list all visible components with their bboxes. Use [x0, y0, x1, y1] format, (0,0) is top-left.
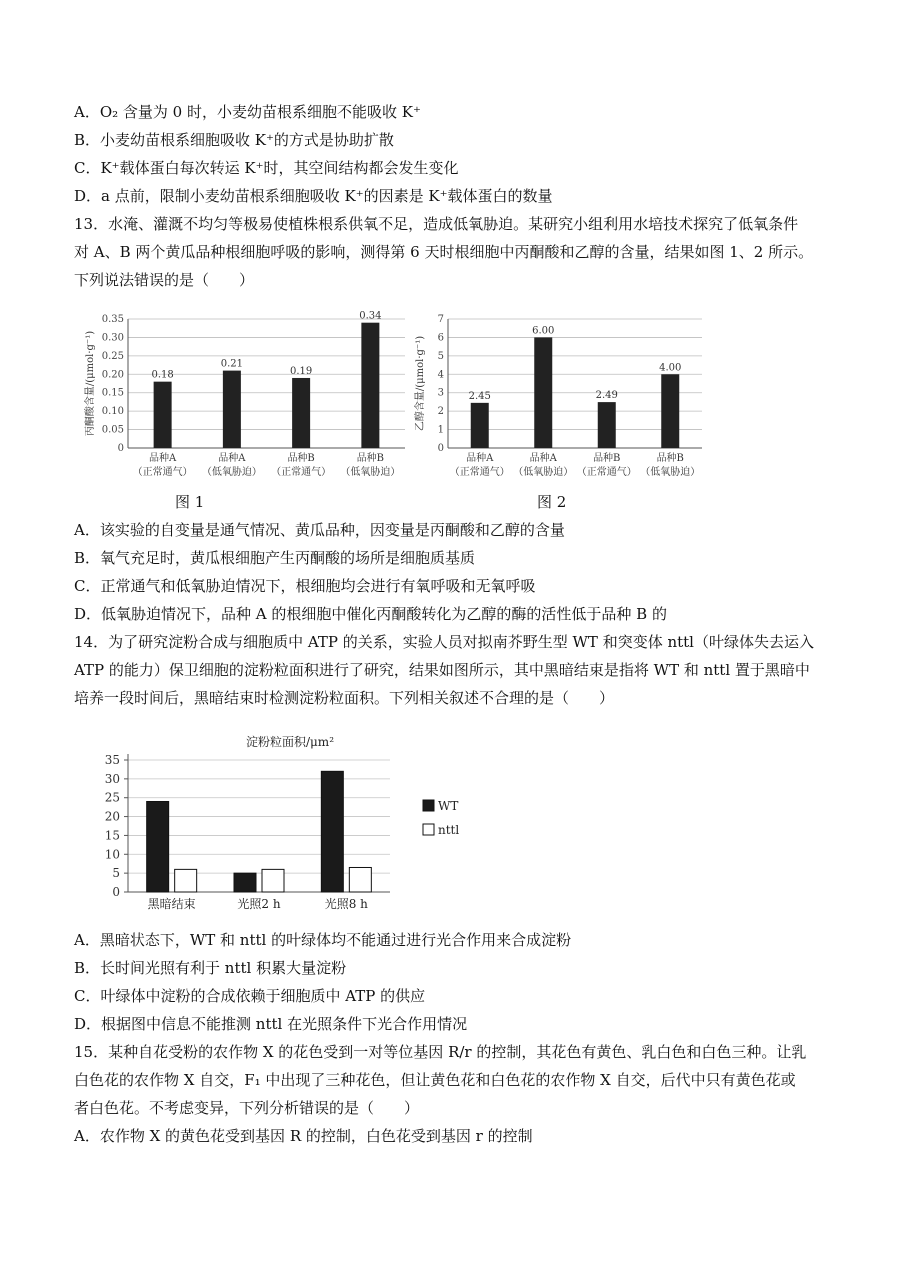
y-tick-label: 0.35 — [101, 314, 124, 325]
y-tick-label: 25 — [104, 790, 120, 805]
data-label: 6.00 — [532, 325, 555, 337]
bar-nttl — [175, 869, 197, 892]
starch-granule-area-chart — [90, 728, 490, 918]
q12-option-c: C．K⁺载体蛋白每次转运 K⁺时，其空间结构都会发生变化 — [74, 159, 459, 177]
figure2-caption: 图 2 — [537, 493, 567, 511]
bar — [534, 337, 552, 448]
x-tick-sublabel: （正常通气） — [576, 467, 637, 478]
y-tick-label: 0 — [112, 885, 120, 899]
y-tick-label: 10 — [104, 847, 120, 862]
x-tick-label: 品种A — [529, 453, 557, 464]
figure1-pyruvate-chart — [80, 305, 410, 480]
q13-option-c: C．正常通气和低氧胁迫情况下，根细胞均会进行有氧呼吸和无氧呼吸 — [74, 577, 536, 595]
bar — [471, 403, 489, 448]
q13-option-a: A．该实验的自变量是通气情况、黄瓜品种，因变量是丙酮酸和乙醇的含量 — [74, 521, 565, 539]
y-tick-label: 1 — [437, 424, 444, 436]
y-tick-label: 20 — [104, 809, 120, 824]
q13-option-d: D．低氧胁迫情况下，品种 A 的根细胞中催化丙酮酸转化为乙醇的酶的活性低于品种 B 的 — [74, 605, 667, 623]
bar — [661, 374, 679, 448]
q15-option-a: A．农作物 X 的黄色花受到基因 R 的控制，白色花受到基因 r 的控制 — [74, 1127, 533, 1145]
legend-swatch — [423, 824, 434, 835]
y-axis-label: 乙醇含量/(μmol·g⁻¹) — [415, 335, 426, 432]
y-tick-label: 15 — [104, 828, 120, 843]
data-label: 0.21 — [220, 358, 244, 370]
data-label: 0.34 — [359, 310, 382, 322]
q14-option-d: D．根据图中信息不能推测 nttl 在光照条件下光合作用情况 — [74, 1015, 468, 1033]
bar-wt — [147, 801, 169, 892]
x-tick-sublabel: （低氧胁迫） — [513, 467, 574, 478]
x-tick-label: 品种A — [149, 453, 177, 464]
legend-label: nttl — [438, 823, 460, 837]
y-tick-label: 0.15 — [101, 387, 124, 399]
bar — [292, 378, 310, 448]
bar — [598, 402, 616, 448]
y-tick-label: 2 — [437, 406, 444, 418]
bar — [223, 371, 241, 448]
y-tick-label: 0 — [117, 443, 124, 454]
x-tick-label: 品种A — [466, 453, 494, 464]
y-tick-label: 0.25 — [101, 350, 124, 362]
q15-stem-line1: 15．某种自花受粉的农作物 X 的花色受到一对等位基因 R/r 的控制，其花色有黄色、乳白色和白色三种。让乳 — [74, 1043, 807, 1061]
x-tick-label: 品种B — [356, 453, 385, 464]
data-label: 4.00 — [659, 362, 682, 374]
x-tick-sublabel: （低氧胁迫） — [640, 467, 701, 478]
bar-wt — [234, 873, 256, 892]
y-tick-label: 35 — [104, 753, 120, 767]
q13-stem-line2: 对 A、B 两个黄瓜品种根细胞呼吸的影响，测得第 6 天时根细胞中丙酮酸和乙醇的含量，结果如图 1、2 所示。 — [74, 243, 814, 261]
bar — [154, 382, 172, 448]
y-tick-label: 0 — [437, 443, 444, 454]
bar-wt — [321, 771, 343, 892]
y-tick-label: 4 — [437, 369, 444, 381]
q15-stem-line3: 者白色花。不考虑变异，下列分析错误的是（ ） — [74, 1099, 420, 1117]
x-tick-label: 品种A — [218, 453, 246, 464]
y-tick-label: 30 — [104, 771, 120, 786]
x-tick-sublabel: （正常通气） — [449, 467, 510, 478]
x-tick-label: 品种B — [593, 453, 621, 464]
x-tick-label: 黑暗结束 — [147, 897, 196, 911]
q14-option-c: C．叶绿体中淀粉的合成依赖于细胞质中 ATP 的供应 — [74, 987, 426, 1005]
x-tick-label: 光照2 h — [237, 897, 281, 911]
x-tick-sublabel: （低氧胁迫） — [340, 467, 401, 478]
x-tick-label: 品种B — [656, 453, 684, 464]
x-tick-sublabel: （正常通气） — [132, 467, 193, 478]
x-tick-sublabel: （正常通气） — [271, 467, 332, 478]
figure1-caption: 图 1 — [175, 493, 205, 511]
y-tick-label: 3 — [437, 387, 444, 399]
y-tick-label: 0.10 — [101, 406, 124, 418]
q12-option-a: A．O₂ 含量为 0 时，小麦幼苗根系细胞不能吸收 K⁺ — [74, 103, 421, 121]
data-label: 0.18 — [151, 369, 174, 381]
bar-nttl — [262, 869, 284, 892]
y-tick-label: 0.20 — [101, 369, 124, 381]
q13-stem-line1: 13．水淹、灌溉不均匀等极易使植株根系供氧不足，造成低氧胁迫。某研究小组利用水培技术探究了低氧条件 — [74, 215, 799, 233]
q13-stem-line3: 下列说法错误的是（ ） — [74, 271, 255, 289]
data-label: 0.19 — [289, 365, 313, 377]
chart-title: 淀粉粒面积/μm² — [245, 735, 335, 749]
y-axis-label: 丙酮酸含量/(μmol·g⁻¹) — [85, 330, 96, 437]
y-tick-label: 5 — [112, 866, 120, 881]
y-tick-label: 6 — [437, 332, 444, 344]
bar-nttl — [349, 867, 371, 892]
q14-stem-line3: 培养一段时间后，黑暗结束时检测淀粉粒面积。下列相关叙述不合理的是（ ） — [74, 689, 615, 707]
q14-option-b: B．长时间光照有利于 nttl 积累大量淀粉 — [74, 959, 347, 977]
q14-stem-line1: 14．为了研究淀粉合成与细胞质中 ATP 的关系，实验人员对拟南芥野生型 WT 和突变体 nttl（叶绿体失去运入 — [74, 633, 814, 651]
x-tick-label: 品种B — [287, 453, 315, 464]
figure2-ethanol-chart — [410, 305, 710, 480]
q14-stem-line2: ATP 的能力）保卫细胞的淀粉粒面积进行了研究，结果如图所示，其中黑暗结束是指将 WT 和 nttl 置于黑暗中 — [74, 661, 810, 679]
q12-option-b: B．小麦幼苗根系细胞吸收 K⁺的方式是协助扩散 — [74, 131, 394, 149]
bar — [361, 323, 379, 448]
data-label: 2.45 — [468, 390, 491, 402]
y-tick-label: 0.05 — [101, 424, 124, 436]
q12-option-d: D．a 点前，限制小麦幼苗根系细胞吸收 K⁺的因素是 K⁺载体蛋白的数量 — [74, 187, 553, 205]
y-tick-label: 7 — [437, 314, 444, 325]
y-tick-label: 0.30 — [101, 332, 124, 344]
y-tick-label: 5 — [437, 350, 444, 362]
x-tick-label: 光照8 h — [324, 897, 368, 911]
legend-swatch — [423, 800, 434, 811]
data-label: 2.49 — [595, 390, 618, 402]
q14-option-a: A．黑暗状态下，WT 和 nttl 的叶绿体均不能通过进行光合作用来合成淀粉 — [74, 931, 572, 949]
legend-label: WT — [438, 799, 459, 813]
x-tick-sublabel: （低氧胁迫） — [201, 467, 262, 478]
q13-option-b: B．氧气充足时，黄瓜根细胞产生丙酮酸的场所是细胞质基质 — [74, 549, 476, 567]
q15-stem-line2: 白色花的农作物 X 自交，F₁ 中出现了三种花色，但让黄色花和白色花的农作物 X 自交，后代中只有黄色花或 — [74, 1071, 796, 1089]
